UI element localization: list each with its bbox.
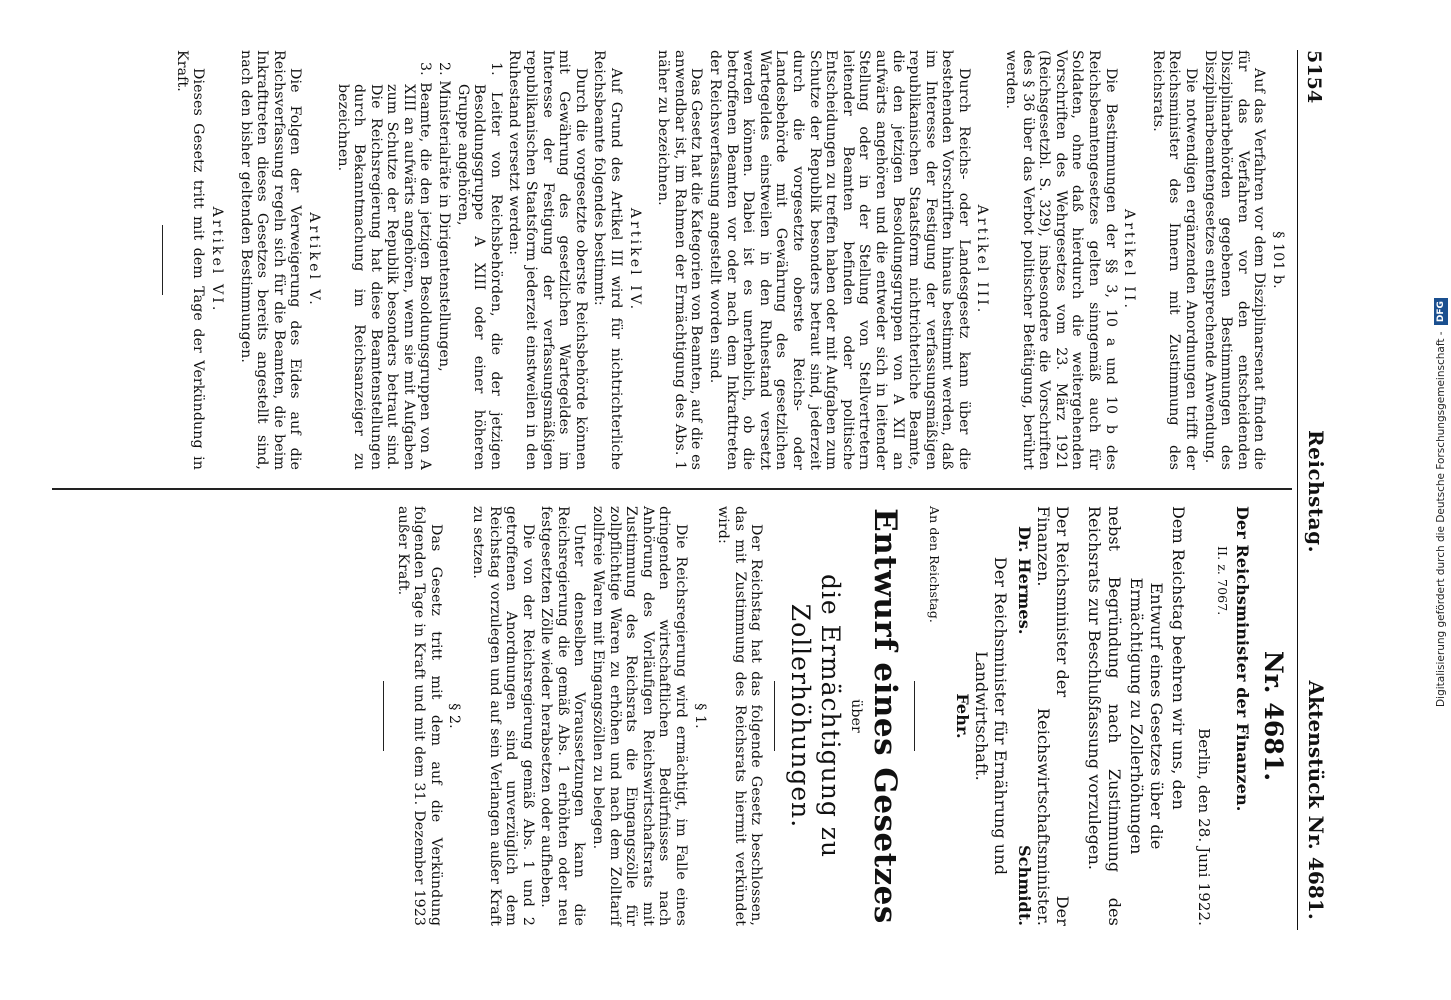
article-heading: Artikel VI. <box>208 206 225 314</box>
signature-name: Dr. Hermes. <box>1015 526 1035 635</box>
paragraph: Die Bestimmungen der §§ 3, 10 a und 10 b des Reichsbeamtengesetzes gelten sinngemäß auch für Soldaten, ohne daß hierdurch die weitergehenden Vorschriften des Wehrgesetzes vom 23. März 1921 (Reichsgesetzbl. S. 329), insbesondere die Vorschriften des § 36 über das Verbot politischer Betätigung, berührt werden. <box>1003 50 1119 470</box>
paragraph: Die notwendigen ergänzenden Anordnungen trifft der Reichsminister des Innern mit Zustimmung des Reichsrats. <box>1149 50 1200 470</box>
page-number: 5154 <box>1303 50 1325 104</box>
letter-intro: Dem Reichstag beehren wir uns, den <box>1169 506 1189 810</box>
article-heading: Artikel II. <box>1121 208 1138 312</box>
bill-title-connector: über <box>848 699 865 733</box>
header-document-number: Aktenstück Nr. 4681. <box>1304 680 1328 920</box>
right-column <box>373 506 1286 926</box>
end-rule <box>383 681 384 751</box>
document-number: Nr. 4681. <box>1259 650 1288 782</box>
list-item: 2. Ministerialräte in Dirigentenstellungen, <box>436 62 453 372</box>
digitization-sidebar <box>1403 10 1447 995</box>
preamble: Der Reichstag hat das folgende Gesetz beschlossen, das mit Zustimmung des Reichsrats hiermit verkündet wird: <box>715 506 765 926</box>
reference-number: II. z. 7067. <box>1215 546 1231 616</box>
page-header <box>1297 50 1330 930</box>
column-divider <box>52 488 1292 490</box>
list-item: 3. Beamte, die den jetzigen Besoldungsgruppen von A XIII an aufwärts angehören, wenn sie mit Aufgaben zum Schutze der Republik besonders betraut sind. Die Reichsregierung hat diese Beamtenstellungen durch Bekanntmachung im Reichsanzeiger zu bezeichnen. <box>334 62 434 470</box>
signatures <box>1015 506 1072 926</box>
header-title: Reichstag. <box>1304 430 1328 554</box>
sender: Der Reichsminister der Finanzen. <box>1233 506 1253 812</box>
article-heading: Artikel IV. <box>626 207 643 313</box>
letter-body: nebst Begründung nach Zustimmung des Reichsrats zur Beschlußfassung vorzulegen. <box>1085 506 1125 926</box>
paragraph: Das Gesetz tritt mit dem auf die Verkündung folgenden Tage in Kraft und mit dem 31. Dezember 1923 außer Kraft. <box>394 506 444 926</box>
document-page <box>30 50 1330 930</box>
end-rule <box>162 225 163 295</box>
paragraph: Dieses Gesetz tritt mit dem Tage der Verkündung in Kraft. <box>173 50 207 470</box>
divider <box>914 681 915 751</box>
paragraph: Durch die vorgesetzte oberste Reichsbehörde können mit Gewährung des gesetzlichen Wartegeldes im Interesse der Festigung der verfassungsmäßigen republikanischen Staatsform jederzeit einstweilen in den Ruhestand versetzt werden: <box>506 50 589 470</box>
divider <box>774 681 775 751</box>
section-heading: § 2. <box>446 703 463 729</box>
paragraph: Unter denselben Voraussetzungen kann die Reichsregierung die gemäß Abs. 1 erhöhten oder neu festgesetzten Zölle wieder herabsetzen oder aufheben. <box>538 506 588 926</box>
section-heading: § 101 b. <box>1270 231 1286 289</box>
signature-title: Der Reichsminister für Ernährung und Landwirtschaft. <box>972 556 1011 876</box>
paragraph: Die von der Reichsregierung gemäß Abs. 1 und 2 getroffenen Anordnungen sind unverzüglich dem Reichstag vorzulegen und auf sein Verlangen außer Kraft zu setzen. <box>469 506 536 926</box>
paragraph: Die Folgen der Verweigerung des Eides auf die Reichsverfassung regeln sich für die Beamten, die beim Inkrafttreten dieses Gesetzes bereits angestellt sind, nach den bisher geltenden Bestimmungen. <box>237 50 304 470</box>
section-heading: § 1. <box>691 703 708 729</box>
bill-subtitle: die Ermächtigung zu Zollerhöhungen. <box>786 573 846 859</box>
paragraph: Auf das Verfahren vor dem Disziplinarsenat finden die für das Verfahren vor den entscheidenden Disziplinarbehörden gegebenen Bestimmungen des Disziplinarbeamtengesetzes entsprechende Anwendung. <box>1201 50 1268 470</box>
signature-title: Der Reichsminister der Finanzen. <box>1034 506 1073 698</box>
bill-title-inline: Entwurf eines Gesetzes über die Ermächtigung zu Zollerhöhungen <box>1127 577 1167 855</box>
addressee: An den Reichstag. <box>926 506 942 623</box>
paragraph: Auf Grund des Artikel III wird für nichtrichterliche Reichsbeamte folgendes bestimmt: <box>591 50 625 470</box>
paragraph: Das Gesetz hat die Kategorien von Beamten, auf die es anwendbar ist, im Rahmen der Ermächtigung des Abs. 1 näher zu bezeichnen. <box>655 50 705 470</box>
signature-name: Fehr. <box>953 693 973 739</box>
signature-title: Der Reichswirtschaftsminister. <box>1034 708 1073 927</box>
bill-title: Entwurf eines Gesetzes <box>867 508 904 924</box>
list-item: 1. Leiter von Reichsbehörden, die der jetzigen Besoldungsgruppe A XIII oder einer höheren Gruppe angehören, <box>454 62 504 470</box>
dfg-logo: DFG <box>1434 298 1448 325</box>
place-date: Berlin, den 28. Juni 1922. <box>1194 728 1213 926</box>
article-heading: Artikel V. <box>305 212 322 308</box>
signature-name: Schmidt. <box>1015 845 1035 926</box>
paragraph: Die Reichsregierung wird ermächtigt, im Falle eines dringenden wirtschaftlichen Bedürfnisses nach Anhörung des Vorläufigen Reichswirtschaftsrats mit Zustimmung des Reichsrats die Eingangszölle für zollpflichtige Waren zu erhöhen und nach dem Zolltarif zollfreie Waren mit Eingangszöllen zu belegen. <box>590 506 690 926</box>
left-column <box>152 50 1286 470</box>
digitization-note: Digitalisierung gefördert durch die Deutsche Forschungsgemeinschaft - <box>1435 331 1447 707</box>
article-heading: Artikel III. <box>974 204 991 316</box>
paragraph: Durch Reichs- oder Landesgesetz kann über die bestehenden Vorschriften hinaus bestimmt werden, daß im Interesse der Festigung der verfassungsmäßigen republikanischen Staatsform nichtrichterliche Beamte, die den jetzigen Besoldungsgruppen von A XII an aufwärts angehören und die entweder sich in leitender Stellung oder in der Stellung von Stellvertretern leitender Beamten befinden oder politische Entscheidungen zu treffen haben oder mit Aufgaben zum Schutze der Republik besonders betraut sind, jederzeit durch die vorgesetzte oberste Reichs- oder Landesbehörde mit Gewährung des gesetzlichen Wartegeldes einstweilen in den Ruhestand versetzt werden können. Dabei ist es unerheblich, ob die betroffenen Beamten vor oder nach dem Inkrafttreten der Reichsverfassung angestellt worden sind. <box>707 50 972 470</box>
